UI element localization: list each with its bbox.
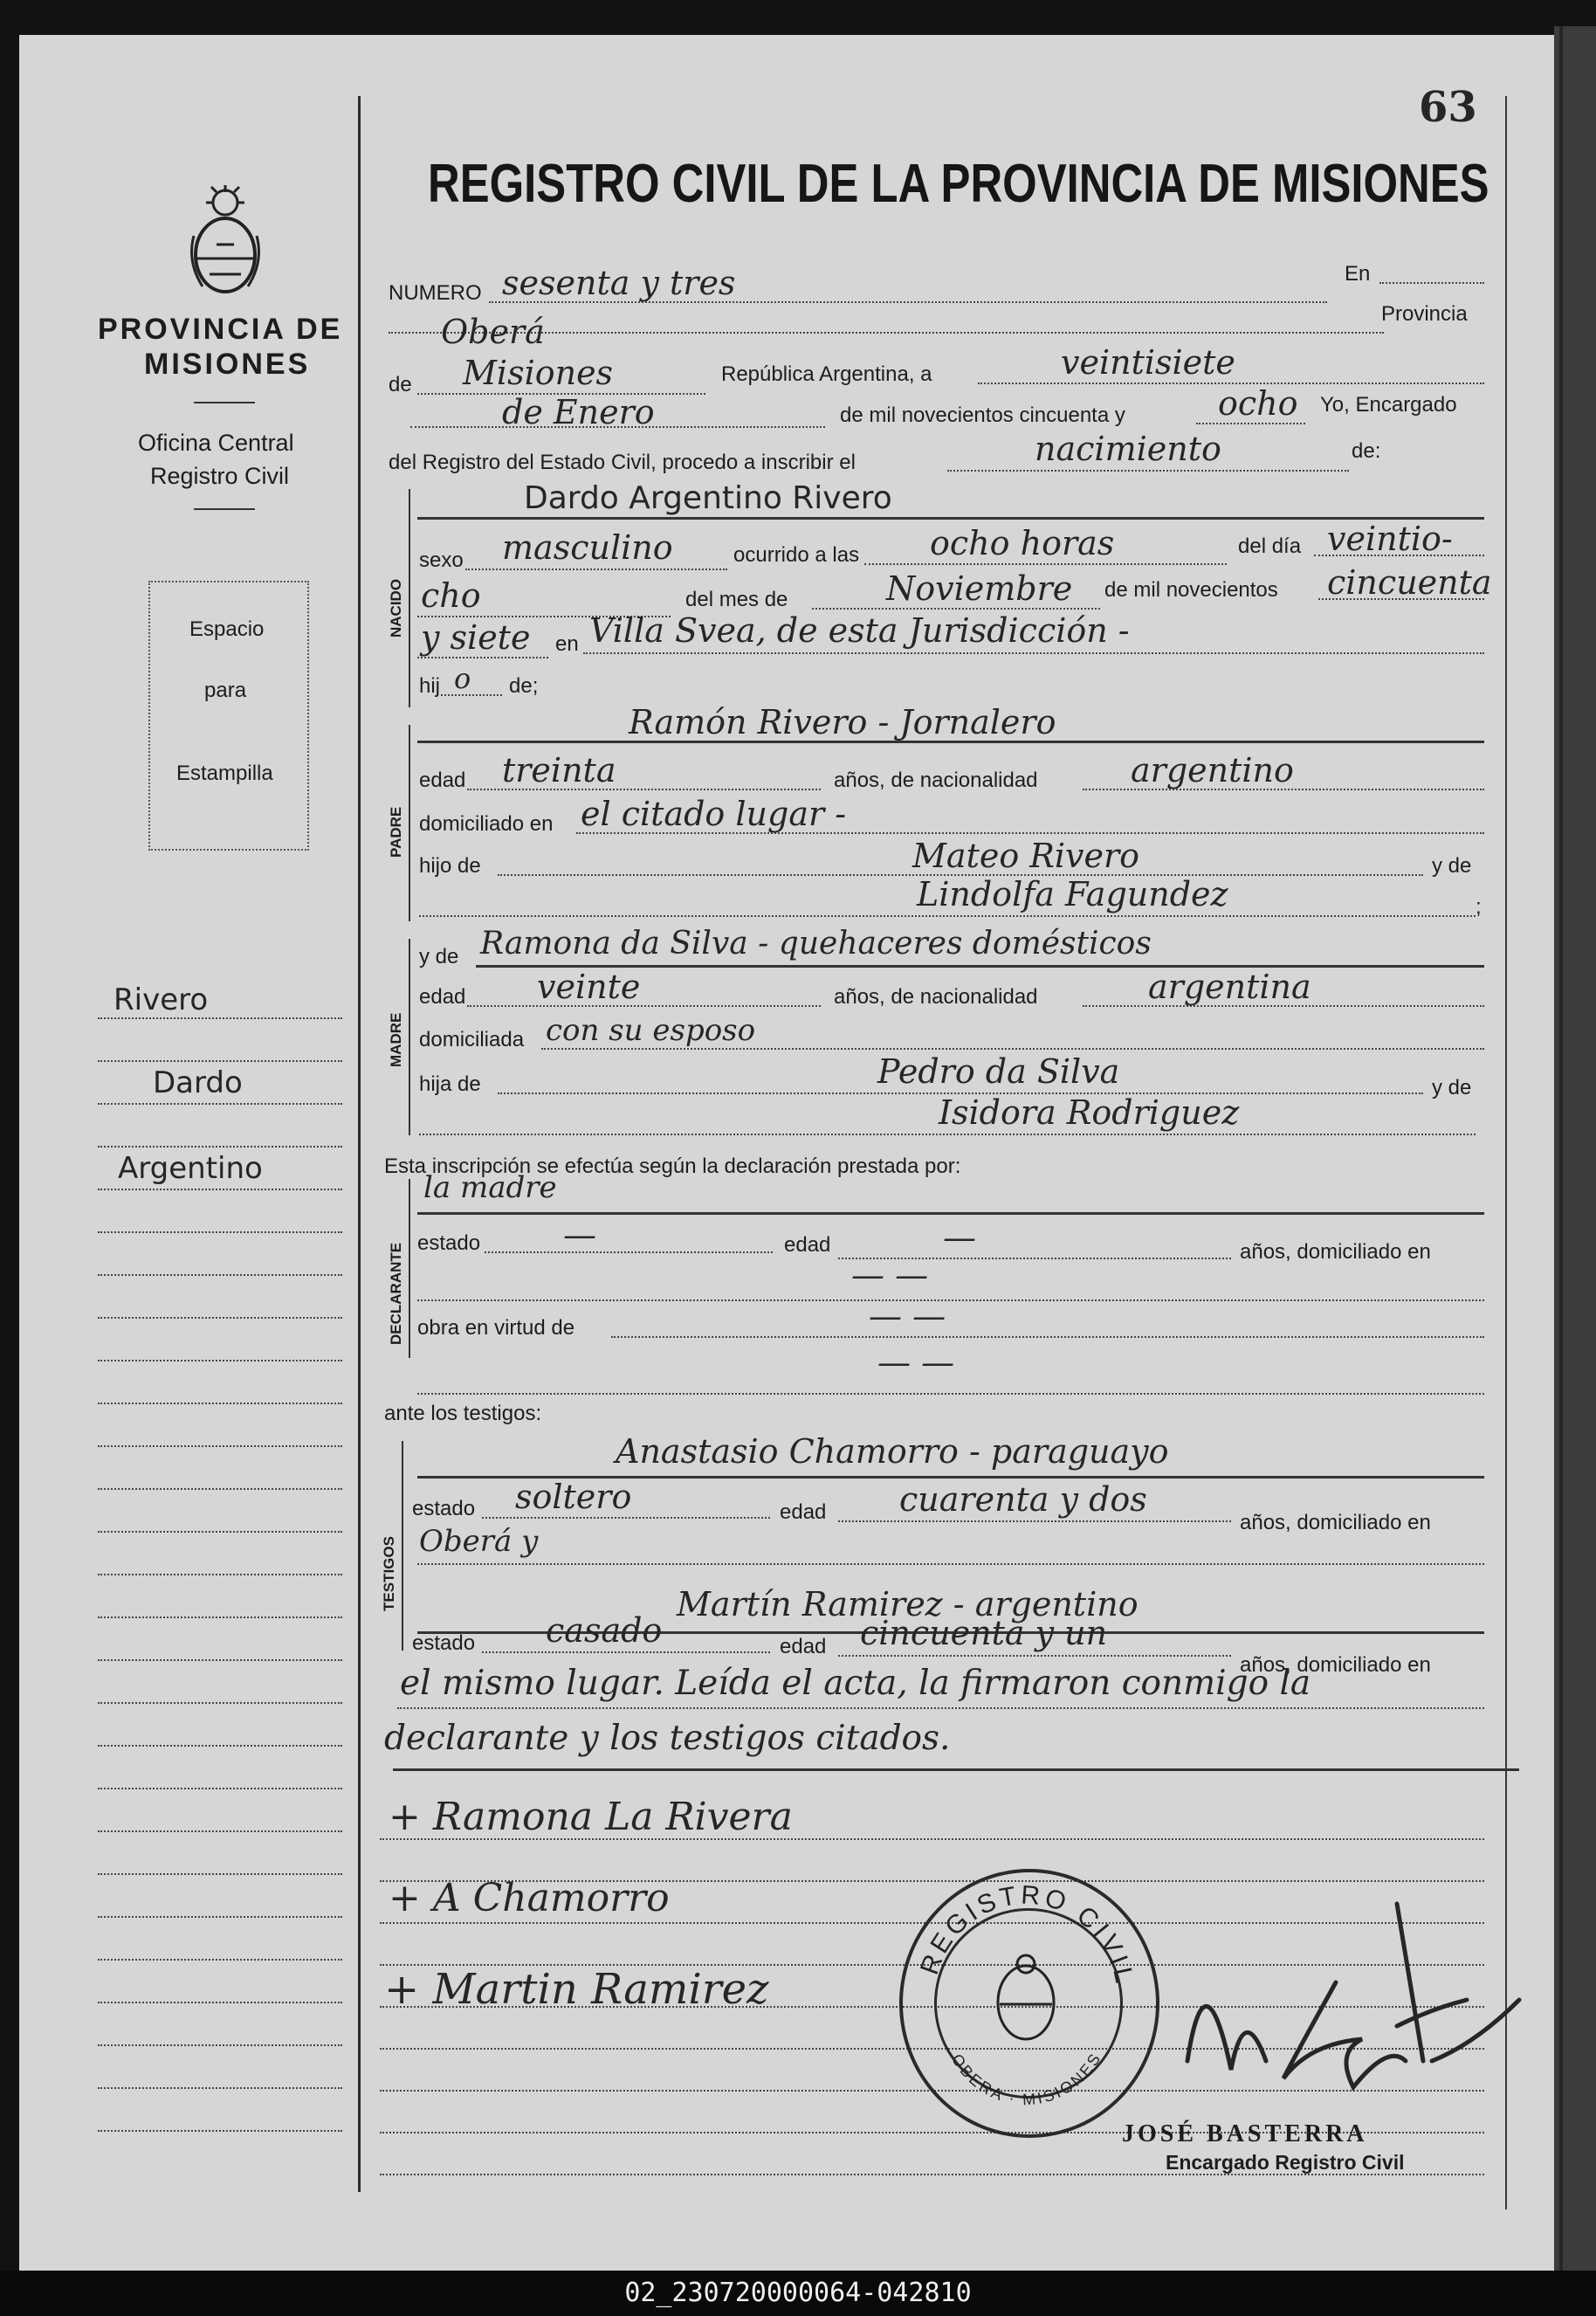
declarante-section-label: DECLARANTE [388,1242,404,1345]
dia-label: del día [1238,534,1302,558]
numero-value: sesenta y tres [502,264,736,302]
margin-rule-line [98,1659,342,1661]
father-age: treinta [502,751,616,789]
margin-rule-line [98,1873,342,1875]
domiciliado-label-padre: domiciliado en [419,812,554,836]
declarante-extra: — — [877,1343,955,1382]
closing-line1: el mismo lugar. Leída el acta, la firmaron conmigo la [400,1664,1311,1703]
hijo-de-label: hijo de [419,854,481,878]
witness1-edad: cuarenta y dos [899,1480,1147,1519]
de-label: de [389,373,412,396]
estado-label-w1: estado [412,1497,476,1520]
domiciliado-label-w1: años, domiciliado en [1240,1511,1431,1534]
testigos-section-label: TESTIGOS [381,1536,397,1611]
sexo-label: sexo [419,548,464,572]
father-nationality: argentino [1131,751,1294,789]
y-de-padre: y de [1432,854,1472,878]
bracket [402,1441,403,1651]
rule [482,1517,770,1519]
stamp-box [148,581,309,851]
hija-de-label: hija de [419,1072,481,1096]
rule [1379,282,1484,284]
en-label: En [1345,262,1371,286]
margin-rule-line [98,1574,342,1575]
margin-rule-line [98,1017,342,1019]
margin-rule-line [98,1103,342,1105]
index-first-name: Dardo [153,1065,243,1100]
mes-label: del mes de [685,588,788,611]
year-value: ocho [1218,384,1298,423]
de-label-nacido: de; [509,674,539,698]
mes-value: Noviembre [886,569,1073,608]
rule [541,1048,1484,1050]
image-id-footer: 02_230720000064-042810 [0,2271,1596,2316]
rule [467,1005,821,1007]
witness1-estado: soltero [515,1478,632,1516]
margin-rule-line [98,1531,342,1533]
office-line1: Oficina Central [138,430,294,456]
province-value: Misiones [463,354,614,392]
dia-value: veintio- [1327,520,1453,558]
coat-of-arms-icon [183,183,267,297]
margin-rule-line [98,1916,342,1918]
margin-rule-line [98,1274,342,1276]
margin-rule [358,96,361,2192]
semicolon: ; [1476,895,1482,919]
mother-age: veinte [537,968,641,1006]
declarante-estado: — [563,1216,596,1254]
margin-rule-line [98,1702,342,1704]
dia-value-cont: cho [421,576,481,615]
inscripcion-label: Esta inscripción se efectúa según la declaración prestada por: [384,1155,961,1178]
rule [465,569,727,570]
edad-label-declarante: edad [784,1233,831,1257]
witness1-domicilio: Oberá y [419,1524,539,1559]
edad-label-madre: edad [419,985,466,1009]
signature-witness2: + Martin Ramirez [384,1965,769,2014]
margin-rule-line [98,1317,342,1319]
declarante-obra: — — [869,1297,946,1335]
paternal-grandfather: Mateo Rivero [912,837,1140,875]
divider [194,402,255,403]
rule [417,1393,1484,1395]
anio-label: de mil novecientos [1104,578,1278,602]
rule [838,1655,1231,1657]
birthplace-value: Villa Svea, de esta Jurisdicción - [589,611,1130,650]
index-middle-name: Argentino [118,1151,263,1186]
rule [947,470,1349,472]
margin-rule-line [98,2130,342,2132]
stamp-box-line1: Espacio [189,617,265,641]
rule [419,1134,1476,1135]
rule [441,694,502,696]
encargado-label: Yo, Encargado [1320,393,1457,417]
rule [397,1707,1484,1709]
margin-rule-line [98,1060,342,1062]
mother-name: Ramona da Silva - quehaceres domésticos [480,926,1152,962]
margin-rule-line [98,1231,342,1233]
rule [417,1299,1484,1301]
seal-top-text: REGISTRO CIVIL [915,1880,1139,1989]
page-number: 63 [1419,83,1477,132]
padre-section-label: PADRE [388,806,404,858]
de-colon: de: [1352,439,1381,463]
document-title: REGISTRO CIVIL DE LA PROVINCIA DE MISIONES [428,154,1489,214]
mother-address: con su esposo [546,1013,756,1048]
rule [417,1212,1484,1215]
ocurrido-label: ocurrido a las [733,543,860,567]
seal-bottom-text: OBERA · MISIONES [947,2049,1105,2109]
bracket [409,1179,410,1358]
book-binding [1554,26,1596,2279]
event-value: nacimiento [1035,430,1221,468]
stamp-box-line2: para [204,679,247,702]
hijo-value: o [454,662,471,695]
index-surname: Rivero [114,982,209,1017]
witness2-name: Martín Ramirez - argentino [677,1585,1139,1623]
witness2-edad: cincuenta y un [860,1614,1108,1652]
margin-rule-line [98,2044,342,2046]
officer-name: JOSÉ BASTERRA [1122,2120,1368,2147]
margin-rule-line [98,1959,342,1961]
paternal-grandmother: Lindolfa Fagundez [917,875,1228,913]
edad-label-padre: edad [419,769,466,792]
declarante-value: la madre [423,1170,557,1205]
bracket [409,939,410,1135]
day-value: veintisiete [1061,343,1235,382]
margin-rule-line [98,1488,342,1490]
domiciliada-label: domiciliada [419,1028,525,1051]
registro-label: del Registro del Estado Civil, procedo a inscribir el [389,451,856,474]
witness1-name: Anastasio Chamorro - paraguayo [616,1432,1169,1471]
numero-label: NUMERO [389,281,482,305]
margin-rule-line [98,1360,342,1361]
rule [1196,423,1305,424]
provincia-label: Provincia [1381,302,1468,326]
signature-witness1: + A Chamorro [389,1876,670,1920]
place-value: Oberá [441,313,545,351]
margin-rule-line [98,1616,342,1618]
signature-declarante: + Ramona La Rivera [389,1795,793,1839]
stamp-box-line3: Estampilla [176,762,273,785]
bracket [409,725,410,921]
year-label: de mil novecientos cincuenta y [840,403,1125,427]
father-address: el citado lugar - [581,795,847,833]
republica-label: República Argentina, a [721,362,932,386]
madre-section-label: MADRE [388,1012,404,1067]
nacido-section-label: NACIDO [388,578,404,638]
anio-value: cincuenta [1327,563,1492,602]
margin-rule-line [98,1788,342,1789]
office-line2: Registro Civil [150,463,290,489]
province-label: PROVINCIA DE [98,313,343,346]
edad-label-w2: edad [780,1635,827,1658]
rule [485,1251,773,1253]
en-label-nacido: en [555,632,579,656]
bracket [409,489,410,707]
obra-label: obra en virtud de [417,1316,575,1340]
margin-rule-line [98,2087,342,2089]
official-signature-icon [1135,1843,1528,2122]
declarante-edad: — [943,1218,976,1257]
closing-line2: declarante y los testigos citados. [384,1719,951,1758]
estado-label-w2: estado [412,1631,476,1655]
rule [417,657,548,658]
month-value: de Enero [502,393,655,431]
declarante-domicilio: — — [851,1256,929,1294]
witness2-estado: casado [546,1611,663,1650]
svg-text:OBERA · MISIONES [948,2049,1105,2108]
sexo-value: masculino [502,528,673,567]
maternal-grandfather: Pedro da Silva [877,1052,1120,1091]
father-name: Ramón Rivero - Jornalero [629,703,1056,741]
anio-value-cont: y siete [421,618,531,657]
mother-nationality: argentina [1148,968,1311,1006]
estado-label-declarante: estado [417,1231,481,1255]
officer-title: Encargado Registro Civil [1166,2151,1405,2174]
margin-rule-line [98,2002,342,2003]
rule [482,1651,770,1653]
margin-rule-line [98,1445,342,1447]
maternal-grandmother: Isidora Rodriguez [939,1093,1240,1132]
domiciliado-label-declarante: años, domiciliado en [1240,1240,1431,1264]
rule [393,1768,1519,1771]
nacionalidad-label-padre: años, de nacionalidad [834,769,1038,792]
edad-label-w1: edad [780,1500,827,1524]
rule [864,563,1227,565]
rule [583,652,1484,654]
y-de-madre: y de [1432,1076,1472,1099]
rule [812,608,1100,610]
rule [611,1336,1484,1338]
margin-rule-line [98,1146,342,1148]
rule [419,915,1476,917]
divider [194,508,255,510]
hora-value: ocho horas [930,524,1115,562]
newborn-name: Dardo Argentino Rivero [524,480,892,516]
y-de-label-madre: y de [419,945,459,968]
rule [838,1520,1231,1522]
margin-rule-line [98,1189,342,1190]
rule [417,1563,1484,1565]
hijo-label: hij [419,674,441,698]
rule [417,517,1484,520]
margin-rule-line [98,1745,342,1747]
testigos-label: ante los testigos: [384,1402,542,1425]
domiciliado-label-w2: años, domiciliado en [1240,1653,1431,1677]
nacionalidad-label-madre: años, de nacionalidad [834,985,1038,1009]
margin-rule-line [98,1830,342,1832]
seal-coat-of-arms-icon [982,1952,1070,2048]
margin-rule-line [98,1403,342,1404]
province-name: MISIONES [144,348,311,381]
